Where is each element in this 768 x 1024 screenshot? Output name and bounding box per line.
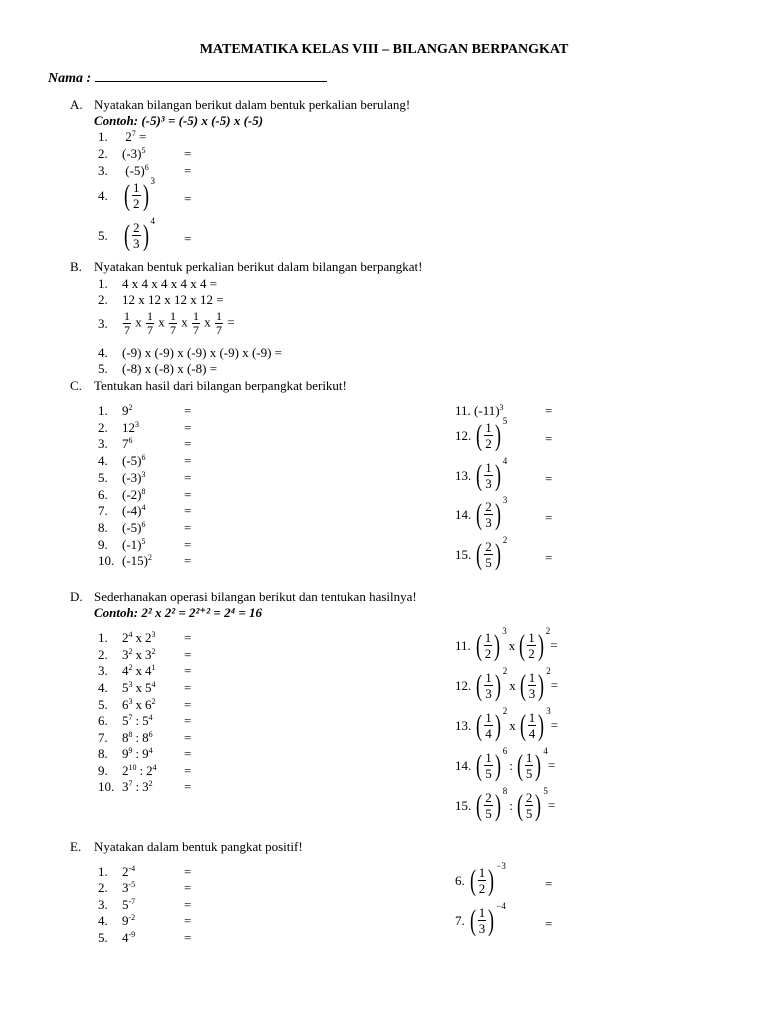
d-eq-2: = bbox=[184, 647, 192, 662]
a-item-3: 3. $(-5)^6$ bbox=[98, 163, 149, 178]
c-frac-item-12: 12. ( $\frac{1}{2}$ ) 5 bbox=[455, 416, 508, 452]
b-item-1: 1. 4 x 4 x 4 x 4 x 4 = bbox=[98, 276, 218, 291]
c-eq-3: = bbox=[184, 436, 192, 451]
c-item-1: 1. $9^2$ bbox=[98, 403, 133, 418]
e-eq-3: = bbox=[184, 897, 192, 912]
name-field[interactable] bbox=[48, 68, 327, 87]
d-eq-9: = bbox=[184, 763, 192, 778]
b-item-3: 3. $\frac{1}{7}$ x $\frac{1}{7}$ x $\frac{1}{7}$ x $\frac{1}{7}$ x $\frac{1}{7}$ = bbox=[98, 309, 235, 337]
e-item-1: 1. $2^{-4}$ bbox=[98, 864, 136, 879]
a-item-1: 1. $2^7$ = bbox=[98, 129, 147, 144]
a-item-5: 5. ( $\frac{2}{3}$ ) 4 bbox=[98, 216, 155, 252]
a-eq-3: = bbox=[184, 163, 192, 178]
name-line[interactable] bbox=[95, 68, 327, 82]
c-eq-14: = bbox=[545, 510, 553, 525]
c-eq-2: = bbox=[184, 420, 192, 435]
e-eq-7: = bbox=[545, 916, 553, 931]
section-c-instruction: Tentukan hasil dari bilangan berpangkat berikut! bbox=[94, 378, 347, 393]
d-item-2: 2. $3^2$ x $3^2$ bbox=[98, 647, 156, 662]
section-c-letter: C. bbox=[70, 378, 82, 393]
d-item-7: 7. $8^8$ : $8^6$ bbox=[98, 730, 153, 745]
d-item-8: 8. $9^9$ : $9^4$ bbox=[98, 746, 153, 761]
c-item-2: 2. $12^3$ bbox=[98, 420, 139, 435]
e-item-7: 7. ( $\frac{1}{3}$ ) −4 bbox=[455, 901, 506, 937]
section-b-letter: B. bbox=[70, 259, 82, 274]
d-eq-6: = bbox=[184, 713, 192, 728]
c-eq-1: = bbox=[184, 403, 192, 418]
c-eq-4: = bbox=[184, 453, 192, 468]
c-eq-12: = bbox=[545, 431, 553, 446]
c-eq-13: = bbox=[545, 471, 553, 486]
c-item-7: 7. $(-4)^4$ bbox=[98, 503, 146, 518]
e-item-2: 2. $3^{-5}$ bbox=[98, 880, 136, 895]
e-eq-2: = bbox=[184, 880, 192, 895]
c-item-9: 9. $(-1)^5$ bbox=[98, 537, 146, 552]
d-item-14: 14. ( $\frac{1}{5}$ ) 6 : ( $\frac{1}{5}$ ) 4 = bbox=[455, 746, 556, 782]
c-item-4: 4. $(-5)^6$ bbox=[98, 453, 146, 468]
d-eq-8: = bbox=[184, 746, 192, 761]
a-eq-2: = bbox=[184, 146, 192, 161]
c-eq-5: = bbox=[184, 470, 192, 485]
d-item-10: 10. $3^7$ : $3^2$ bbox=[98, 779, 153, 794]
c-eq-10: = bbox=[184, 553, 192, 568]
d-eq-1: = bbox=[184, 630, 192, 645]
d-eq-5: = bbox=[184, 697, 192, 712]
d-item-4: 4. $5^3$ x $5^4$ bbox=[98, 680, 156, 695]
e-item-3: 3. $5^{-7}$ bbox=[98, 897, 136, 912]
d-item-9: 9. $2^{10}$ : $2^4$ bbox=[98, 763, 157, 778]
a-eq-5: = bbox=[184, 231, 192, 246]
section-d-letter: D. bbox=[70, 589, 83, 604]
a-item-4: 4. ( $\frac{1}{2}$ ) 3 bbox=[98, 176, 155, 212]
a-eq-4: = bbox=[184, 191, 192, 206]
d-item-12: 12. ( $\frac{1}{3}$ ) 2 x ( $\frac{1}{3}$ ) 2 = bbox=[455, 666, 559, 702]
e-item-4: 4. $9^{-2}$ bbox=[98, 913, 136, 928]
d-item-1: 1. $2^4$ x $2^3$ bbox=[98, 630, 156, 645]
e-eq-6: = bbox=[545, 876, 553, 891]
d-eq-7: = bbox=[184, 730, 192, 745]
e-eq-4: = bbox=[184, 913, 192, 928]
section-a-letter: A. bbox=[70, 97, 83, 112]
name-label: Nama : bbox=[48, 71, 92, 86]
section-a-instruction: Nyatakan bilangan berikut dalam bentuk perkalian berulang! bbox=[94, 97, 411, 112]
c-eq-9: = bbox=[184, 537, 192, 552]
section-d-example: Contoh: 2² x 2² = 2²⁺² = 2⁴ = 16 bbox=[94, 605, 263, 620]
d-eq-10: = bbox=[184, 779, 192, 794]
section-d-instruction: Sederhanakan operasi bilangan berikut dan tentukan hasilnya! bbox=[94, 589, 417, 604]
e-eq-5: = bbox=[184, 930, 192, 945]
a-item-2: 2. $(-3)^5$ bbox=[98, 146, 146, 161]
c-frac-item-14: 14. ( $\frac{2}{3}$ ) 3 bbox=[455, 495, 508, 531]
worksheet-title: MATEMATIKA KELAS VIII – BILANGAN BERPANGKAT bbox=[199, 42, 569, 57]
c-item-11: 11. $(-11)^3$ bbox=[455, 403, 504, 418]
b-item-5: 5. (-8) x (-8) x (-8) = bbox=[98, 361, 218, 376]
d-eq-3: = bbox=[184, 663, 192, 678]
c-item-10: 10. $(-15)^2$ bbox=[98, 553, 152, 568]
c-item-8: 8. $(-5)^6$ bbox=[98, 520, 146, 535]
d-item-13: 13. ( $\frac{1}{4}$ ) 2 x ( $\frac{1}{4}$ ) 3 = bbox=[455, 706, 559, 742]
b-item-2: 2. 12 x 12 x 12 x 12 = bbox=[98, 292, 224, 307]
d-item-5: 5. $6^3$ x $6^2$ bbox=[98, 697, 156, 712]
d-eq-4: = bbox=[184, 680, 192, 695]
c-item-6: 6. $(-2)^8$ bbox=[98, 487, 146, 502]
c-eq-11: = bbox=[545, 403, 553, 418]
e-item-6: 6. ( $\frac{1}{2}$ ) −3 bbox=[455, 861, 506, 897]
c-frac-item-15: 15. ( $\frac{2}{5}$ ) 2 bbox=[455, 535, 508, 571]
section-b-instruction: Nyatakan bentuk perkalian berikut dalam bilangan berpangkat! bbox=[94, 259, 423, 274]
c-eq-7: = bbox=[184, 503, 192, 518]
section-a-example: Contoh: (-5)³ = (-5) x (-5) x (-5) bbox=[94, 113, 264, 128]
d-item-3: 3. $4^2$ x $4^1$ bbox=[98, 663, 156, 678]
c-item-3: 3. $7^6$ bbox=[98, 436, 133, 451]
c-item-5: 5. $(-3)^3$ bbox=[98, 470, 146, 485]
d-item-15: 15. ( $\frac{2}{5}$ ) 8 : ( $\frac{2}{5}$ ) 5 = bbox=[455, 786, 556, 822]
c-eq-15: = bbox=[545, 550, 553, 565]
c-eq-6: = bbox=[184, 487, 192, 502]
c-frac-item-13: 13. ( $\frac{1}{3}$ ) 4 bbox=[455, 456, 508, 492]
section-e-letter: E. bbox=[70, 839, 82, 854]
d-item-11: 11. ( $\frac{1}{2}$ ) 3 x ( $\frac{1}{2}$ ) 2 = bbox=[455, 626, 558, 662]
c-eq-8: = bbox=[184, 520, 192, 535]
d-item-6: 6. $5^7$ : $5^4$ bbox=[98, 713, 153, 728]
b-item-4: 4. (-9) x (-9) x (-9) x (-9) x (-9) = bbox=[98, 345, 283, 360]
e-eq-1: = bbox=[184, 864, 192, 879]
section-e-instruction: Nyatakan dalam bentuk pangkat positif! bbox=[94, 839, 303, 854]
e-item-5: 5. $4^{-9}$ bbox=[98, 930, 136, 945]
